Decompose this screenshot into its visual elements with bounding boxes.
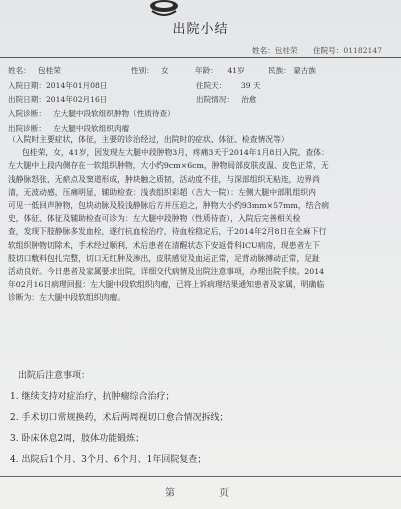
summary-line: 软组织肿物切除术，手术经过顺利，术后患者在清醒状态下安返骨科ICU病房，现患者左下 bbox=[8, 240, 320, 250]
info-admit-date: 入院日期：2014年01月08日 bbox=[8, 81, 108, 90]
summary-line: 包桂荣，女，41岁，因发现左大腿中段肿物3月，疼痛3天于2014年1月8日入院，查体： bbox=[22, 148, 329, 158]
orders-heading: 出院后注意事项： bbox=[18, 371, 91, 381]
order-item: 1. 继续支持对症治疗，抗肿瘤综合治疗； bbox=[10, 392, 175, 402]
summary-line: 清，无波动感，压痛明显，辅助检查：浅表组织彩超（吉大一院）：左侧大腿中部肌组织内 bbox=[8, 187, 316, 197]
hospital-logo-icon bbox=[148, 0, 180, 20]
summary-line: 查，发现下肢静脉多发血栓，遂行抗血栓治疗，待血栓稳定后，于2014年2月8日在全麻下行 bbox=[8, 227, 327, 237]
info-age: 年龄： 41岁 bbox=[195, 66, 245, 75]
summary-narrative bbox=[8, 133, 400, 305]
summary-line: （入院时主要症状，体征，主要的诊治经过，出院时的症状、体征、检查情况等） bbox=[8, 135, 289, 144]
order-item: 2. 手术切口常规换药，术后两周视切口愈合情况拆线； bbox=[10, 413, 229, 423]
summary-line: 左大腿中上段内侧存在一软组织肿物，大小约9cm×6cm，肿物局部皮肤皮温、皮色正常，无 bbox=[8, 161, 329, 171]
info-ethnicity: 民族： 蒙古族 bbox=[268, 66, 316, 75]
footer-page-left: 第 bbox=[165, 488, 177, 499]
order-item: 4. 出院后1个月、3个月、6个月、1年回院复查； bbox=[10, 455, 207, 465]
summary-line: 浅静脉怒张，无瘀点及窦道形成，肿块触之质韧，活动度不佳，与深部组织无粘连，边界尚 bbox=[8, 174, 320, 184]
header-rule bbox=[0, 57, 401, 58]
info-name: 姓名： 包桂荣 bbox=[8, 66, 61, 75]
summary-line: 诊断为：左大腿中段软组织肉瘤。 bbox=[8, 293, 125, 303]
order-item: 3. 卧床休息2周，肢体功能锻炼； bbox=[10, 434, 145, 444]
footer-page-right: 页 bbox=[219, 488, 231, 499]
info-discharge-diagnosis: 出院诊断： 左大腿中段软组织肉瘤 bbox=[8, 124, 130, 133]
summary-line: 肢切口敷料包扎完整，切口无红肿及渗出，皮肤感觉及血运正常，足背动脉搏动正常，足趾 bbox=[8, 253, 320, 263]
header-inpatient-no: 住院号：01182147 bbox=[313, 46, 383, 55]
summary-line: 可见一低回声肿物，包块动脉及股浅静脉后方并压迫之，肿物大小约93mm×57mm，结合病 bbox=[8, 201, 330, 211]
info-sex: 性别： 女 bbox=[131, 66, 169, 75]
info-discharge-date: 出院日期：2014年02月16日 bbox=[8, 95, 108, 104]
summary-line: 年02月16日病理回报：左大腿中段软组织肉瘤，已将上诉病理结果通知患者及家属，明确临 bbox=[8, 280, 325, 290]
document-title: 出院小结 bbox=[172, 22, 229, 37]
info-admit-diagnosis: 入院诊断： 左大腿中段软组织肿物（性质待查） bbox=[8, 109, 175, 118]
info-stay: 住院天： 39 天 bbox=[196, 81, 261, 90]
discharge-orders bbox=[10, 366, 390, 471]
info-discharge-status: 出院情况： 治愈 bbox=[196, 95, 257, 104]
footer-rule bbox=[0, 476, 401, 477]
header-name: 姓名：包桂荣 bbox=[252, 46, 298, 55]
summary-line: 史，体征、体征及辅助检查可诊为：左大腿中段肿物（性质待查），入院后完善相关检 bbox=[8, 214, 301, 224]
summary-line: 活动良好。今日患者及家属要求出院，详细交代病情及出院注意事项，办理出院手续。2014 bbox=[8, 267, 325, 277]
